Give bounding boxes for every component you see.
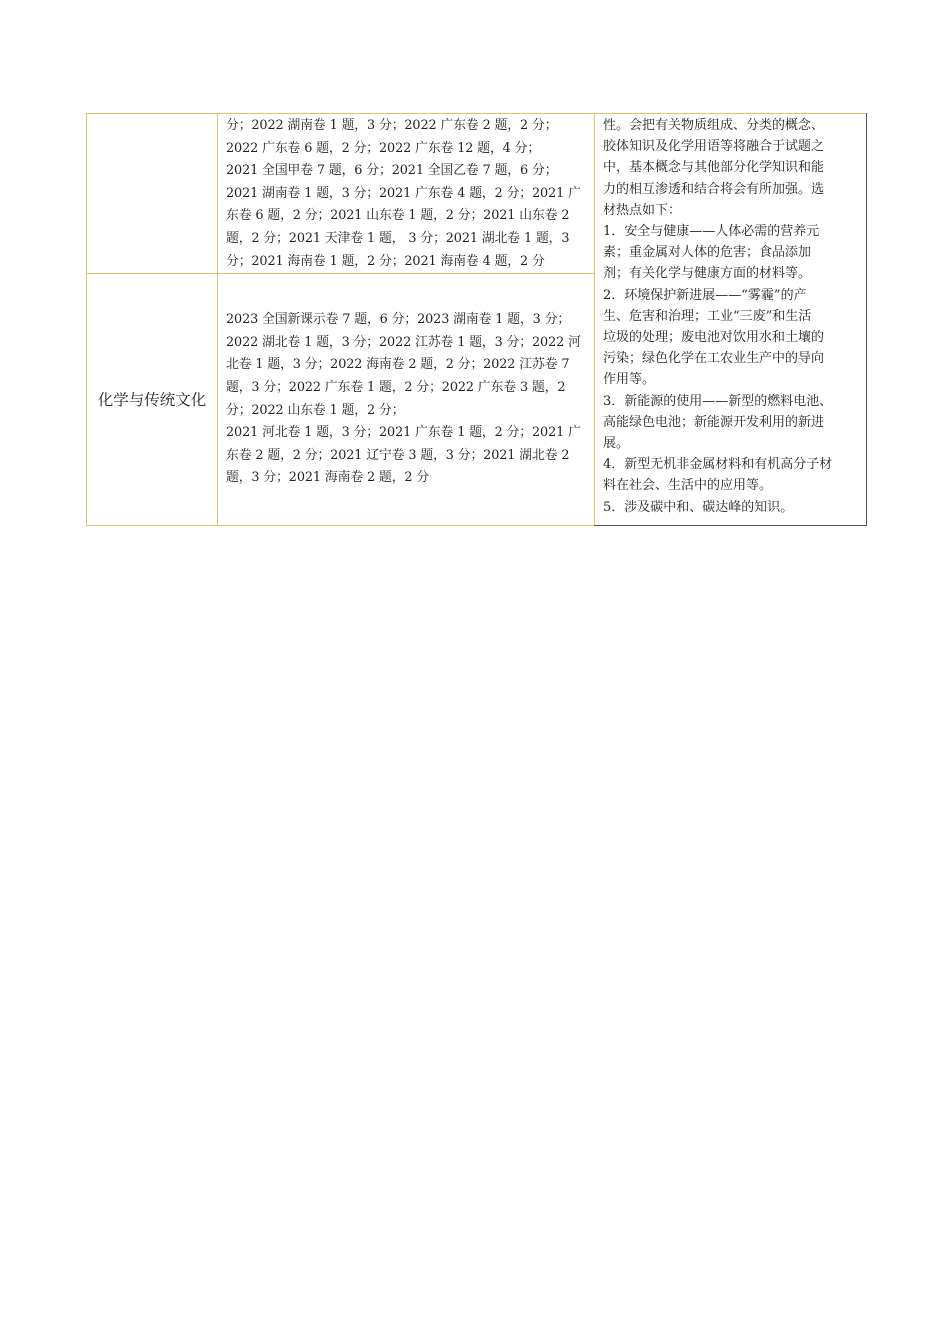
note-line: 料在社会、生活中的应用等。 (603, 478, 773, 494)
topic-cell (87, 274, 218, 526)
note-line: 剂；有关化学与健康方面的材料等。 (603, 266, 812, 282)
exam-line: 2022 湖北卷 1 题，3 分；2022 江苏卷 1 题，3 分；2022 河 (226, 334, 581, 350)
exam-list-cell (218, 274, 595, 526)
note-line: 1．安全与健康——人体必需的营养元 (603, 224, 820, 240)
exam-line: 分；2022 湖南卷 1 题，3 分；2022 广东卷 2 题，2 分； (226, 118, 558, 133)
notes-cell (595, 114, 867, 526)
exam-line: 北卷 1 题，3 分；2022 海南卷 2 题，2 分；2022 江苏卷 7 (226, 357, 570, 373)
exam-line: 东卷 2 题，2 分；2021 辽宁卷 3 题，3 分；2021 湖北卷 2 (226, 447, 570, 463)
note-line: 素；重金属对人体的危害；食品添加 (603, 245, 812, 261)
note-line: 3．新能源的使用——新型的燃料电池、 (603, 393, 833, 409)
exam-line: 2021 湖南卷 1 题，3 分；2021 广东卷 4 题，2 分；2021 广 (226, 185, 581, 201)
note-line: 垃圾的处理；废电池对饮用水和土壤的 (603, 330, 825, 346)
topic-cell-empty (87, 114, 218, 274)
note-line: 性。会把有关物质组成、分类的概念、 (603, 118, 825, 133)
exam-line: 题，2 分；2021 天津卷 1 题， 3 分；2021 湖北卷 1 题，3 (226, 230, 570, 246)
note-line: 2．环境保护新进展——“雾霾”的产 (603, 287, 807, 303)
note-line: 中，基本概念与其他部分化学知识和能 (603, 160, 825, 176)
note-line: 生、危害和治理；工业“三废”和生活 (603, 308, 812, 324)
exam-line: 2023 全国新课示卷 7 题，6 分；2023 湖南卷 1 题，3 分； (226, 312, 571, 328)
exam-line: 东卷 6 题，2 分；2021 山东卷 1 题，2 分；2021 山东卷 2 (226, 208, 570, 224)
note-line: 展。 (603, 436, 630, 452)
topic-label: 化学与传统文化 (97, 390, 207, 409)
note-line: 污染；绿色化学在工农业生产中的导向 (603, 351, 825, 367)
note-line: 4．新型无机非金属材料和有机高分子材 (603, 457, 833, 473)
exam-list-cell (218, 114, 595, 274)
exam-line: 2021 河北卷 1 题，3 分；2021 广东卷 1 题，2 分；2021 广 (226, 425, 581, 441)
exam-line: 2022 广东卷 6 题，2 分；2022 广东卷 12 题，4 分； (226, 140, 541, 156)
exam-line: 题，3 分；2022 广东卷 1 题，2 分；2022 广东卷 3 题，2 (226, 380, 566, 396)
note-line: 高能绿色电池；新能源开发利用的新进 (603, 414, 825, 430)
exam-line: 分；2022 山东卷 1 题，2 分； (226, 402, 405, 418)
exam-line: 2021 全国甲卷 7 题，6 分；2021 全国乙卷 7 题，6 分； (226, 163, 558, 179)
note-line: 力的相互渗透和结合将会有所加强。选 (603, 181, 825, 197)
note-line: 胶体知识及化学用语等将融合于试题之 (603, 139, 825, 155)
notes-text (595, 114, 866, 518)
exam-line: 分；2021 海南卷 1 题，2 分；2021 海南卷 4 题，2 分 (226, 253, 545, 269)
exam-line: 题，3 分；2021 海南卷 2 题，2 分 (226, 470, 430, 486)
table-row (87, 114, 867, 274)
exam-analysis-table (86, 113, 867, 526)
note-line: 材热点如下： (603, 202, 682, 218)
exam-list (218, 309, 594, 490)
exam-list (218, 114, 594, 273)
note-line: 作用等。 (603, 372, 656, 388)
note-line: 5．涉及碳中和、碳达峰的知识。 (603, 499, 794, 515)
